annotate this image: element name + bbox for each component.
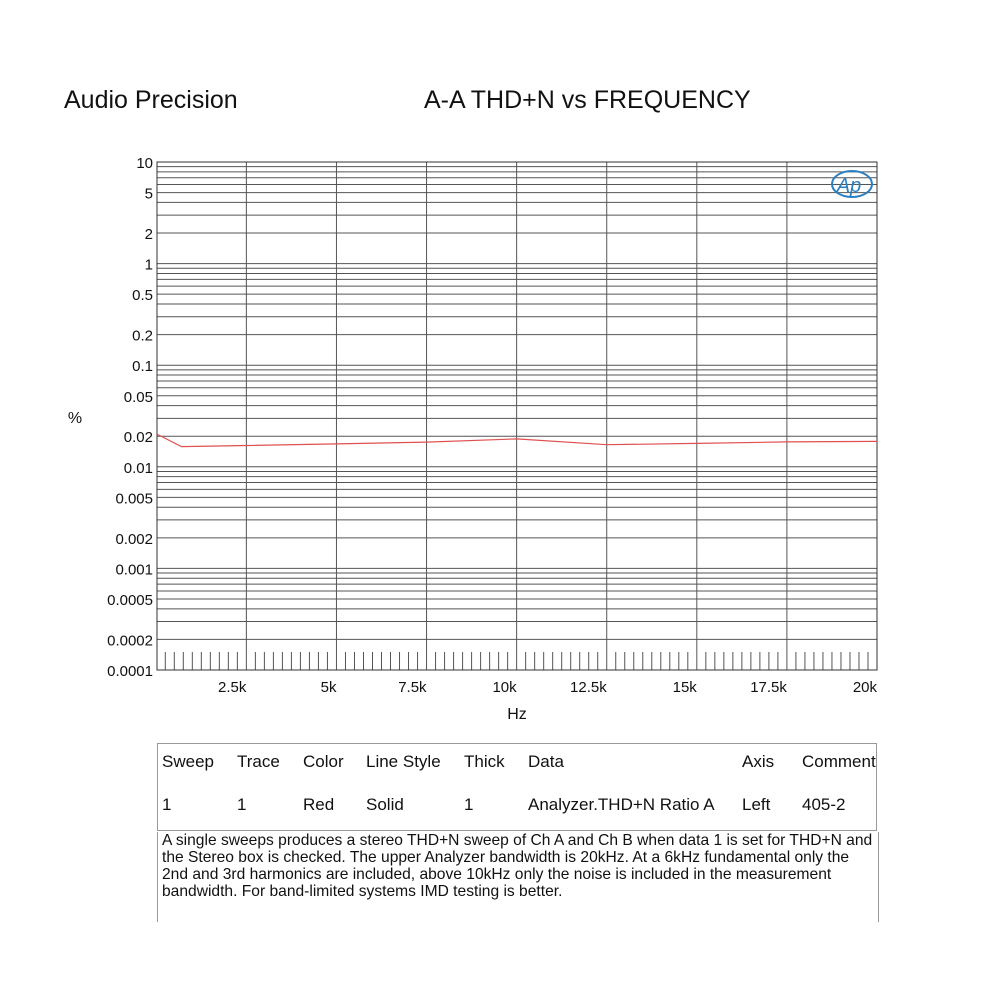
x-tick-label: 5k xyxy=(320,679,337,696)
legend-cell-color: Red xyxy=(303,795,335,814)
y-tick-label: 0.01 xyxy=(123,459,153,477)
y-tick-label: 1 xyxy=(144,256,153,274)
legend-header-line-style: Line Style xyxy=(366,752,441,771)
legend-row xyxy=(158,780,877,831)
y-tick-label: 2 xyxy=(144,226,153,244)
legend-header-row xyxy=(158,744,877,781)
legend-cell-sweep: 1 xyxy=(162,795,172,814)
x-axis-ticks xyxy=(218,679,877,696)
y-tick-label: 0.0001 xyxy=(107,663,153,680)
y-tick-label: 10 xyxy=(136,155,153,172)
y-tick-label: 0.0005 xyxy=(107,591,153,609)
y-tick-label: 0.005 xyxy=(115,490,153,508)
description-text: A single sweeps produces a stereo THD+N sweep of Ch A and Ch B when data 1 is set for THD+N and the Stereo box is checked. The upper Analyzer bandwidth is 20kHz. At a 6kHz fundamental only the 2nd and 3rd harmonics are included, above 10kHz only the noise is included in the measurement bandwidth. For band-limited systems IMD testing is better. xyxy=(157,832,879,922)
y-axis-label: % xyxy=(67,410,83,427)
legend-cell-line-style: Solid xyxy=(366,795,404,814)
legend-cell-axis: Left xyxy=(742,795,771,814)
x-tick-label: 12.5k xyxy=(570,679,607,696)
y-axis-ticks xyxy=(107,155,153,680)
x-axis-label: Hz xyxy=(507,706,527,723)
legend-cell-thick: 1 xyxy=(464,795,474,814)
y-tick-label: 0.1 xyxy=(132,358,153,376)
y-tick-label: 0.0002 xyxy=(107,632,153,650)
legend-table xyxy=(157,743,877,831)
grid xyxy=(157,162,877,670)
x-tick-label: 15k xyxy=(672,679,697,696)
legend-header-data: Data xyxy=(528,752,564,771)
brand-title: Audio Precision xyxy=(64,86,238,114)
legend-header-axis: Axis xyxy=(742,752,775,771)
ap-logo xyxy=(832,171,872,197)
x-tick-label: 10k xyxy=(492,679,517,696)
x-tick-label: 7.5k xyxy=(398,679,427,696)
legend-cell-trace: 1 xyxy=(237,795,247,814)
legend-cell-comment: 405-2 xyxy=(802,795,846,814)
x-tick-label: 20k xyxy=(852,679,877,696)
legend-header-comment: Comment xyxy=(802,752,876,771)
x-tick-label: 17.5k xyxy=(750,679,787,696)
y-tick-label: 0.5 xyxy=(132,287,153,305)
legend-header-trace: Trace xyxy=(237,752,280,771)
y-tick-label: 0.002 xyxy=(115,530,153,548)
chart-title: A-A THD+N vs FREQUENCY xyxy=(424,86,751,114)
legend-header-thick: Thick xyxy=(464,752,505,771)
y-tick-label: 0.02 xyxy=(123,429,153,447)
legend-cell-data: Analyzer.THD+N Ratio A xyxy=(528,795,715,814)
x-tick-label: 2.5k xyxy=(218,679,247,696)
legend-header-color: Color xyxy=(303,752,344,771)
y-tick-label: 0.001 xyxy=(115,561,153,579)
y-tick-label: 0.05 xyxy=(123,388,153,406)
legend-header-sweep: Sweep xyxy=(162,752,214,771)
y-tick-label: 0.2 xyxy=(132,327,153,345)
y-tick-label: 5 xyxy=(144,185,153,203)
ap-logo-text: Ap xyxy=(836,175,862,197)
